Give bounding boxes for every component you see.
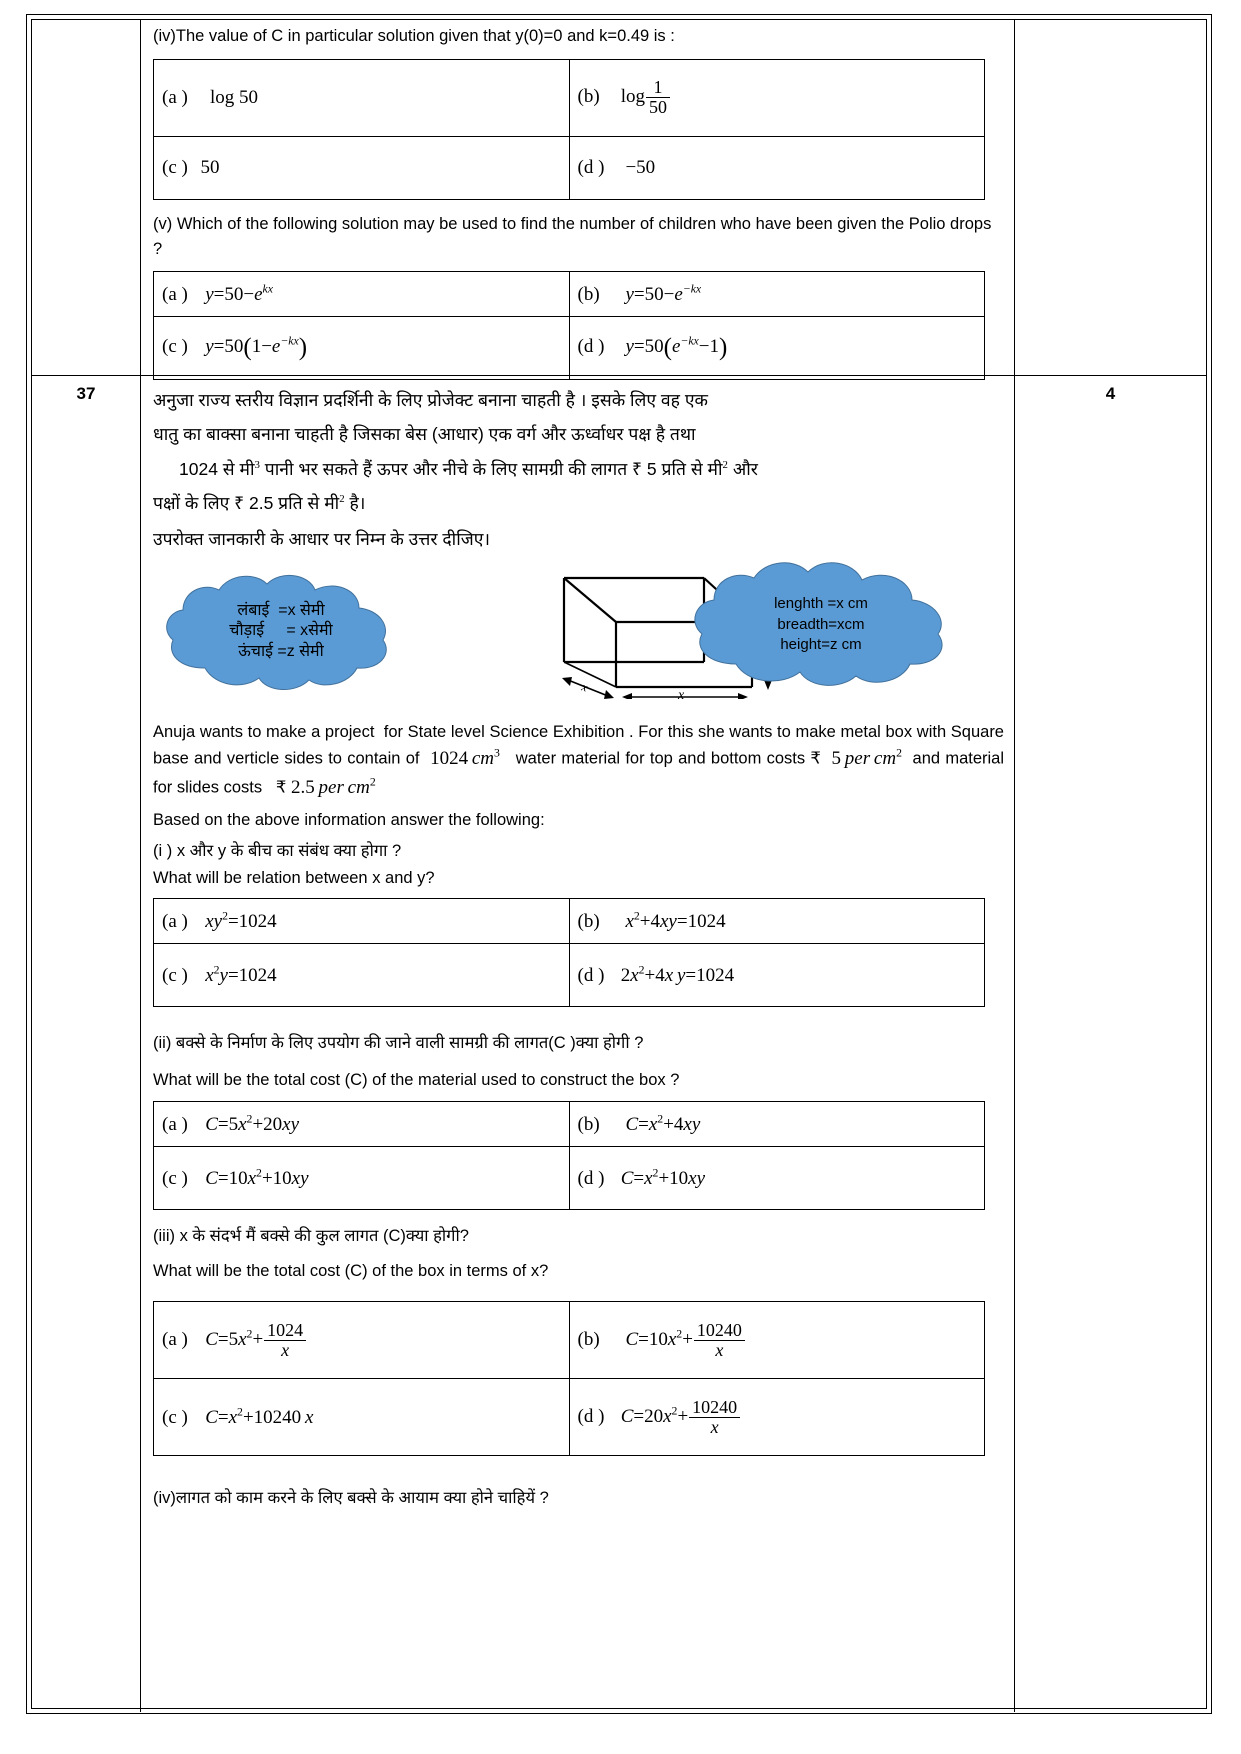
- option-a-value: $C=5x^2+$ $\frac{1024}{x}$: [200, 1329, 307, 1350]
- option-a-cell[interactable]: [154, 1302, 570, 1379]
- option-a-value: log 50: [200, 86, 258, 108]
- q37-hindi-line-4-end: है।: [349, 493, 366, 514]
- cloud-callout-hindi: [159, 572, 403, 692]
- table-row: [154, 1101, 985, 1146]
- cost-sides: 2.5 per $cm^2$: [290, 775, 376, 798]
- q37-ii-options-table: [153, 1101, 985, 1210]
- spacer: [141, 1011, 1014, 1027]
- q37-english-paragraph: Anuja wants to make a project for State level Science Exhibition . For this she wants to make metal box with Square base and verticle sides to contain of 1024 $cm^3$ water material for top and bottom costs ₹ 5 per $cm^2$ and material for slides costs ₹ 2.5 per $cm^2$: [153, 722, 1005, 798]
- option-b-value: log $\frac{1}{50}$: [616, 86, 671, 107]
- option-a-cell[interactable]: [154, 272, 570, 317]
- option-b-value: $C=x^2+4xy$: [615, 1112, 701, 1135]
- option-d-value: $C=20x^2+$ $\frac{10240}{x}$: [616, 1406, 741, 1427]
- option-c-value: $y=50(1-e^{-kx})$: [200, 334, 308, 362]
- cloud-english-line-1: lenghth =x cm: [774, 595, 868, 613]
- table-row: [154, 1146, 985, 1209]
- option-c-label: (c ): [162, 1407, 188, 1429]
- table-row: [154, 59, 985, 136]
- option-b-label: (b): [577, 283, 600, 305]
- q37-based-on-text: Based on the above information answer the following:: [153, 811, 545, 830]
- cloud-shape-icon: [159, 572, 403, 692]
- option-b-label: (b): [577, 86, 600, 108]
- table-row: [154, 136, 985, 199]
- option-d-value: −50: [615, 156, 656, 178]
- option-d-value: $2x^2+4x$ y=1024: [620, 963, 735, 987]
- option-c-label: (c ): [162, 1167, 188, 1189]
- table-row: [154, 1302, 985, 1379]
- box-label-depth: x: [580, 679, 590, 695]
- volume-value: 1024 $cm^3$: [430, 746, 500, 769]
- q37-part-iv-hindi: (iv)लागत को काम करने के लिए बक्से के आयाम क्या होने चाहियें ?: [153, 1489, 549, 1508]
- option-d-label: (d ): [577, 336, 605, 358]
- cloud-english-line-3: height=z cm: [780, 635, 862, 653]
- table-row: [154, 317, 985, 380]
- option-c-label: (c ): [162, 336, 188, 358]
- q37-iii-options-table: [153, 1301, 985, 1456]
- option-b-cell[interactable]: [569, 899, 985, 944]
- option-a-label: (a ): [162, 1328, 188, 1350]
- option-c-value: $C=10x^2+10xy$: [200, 1166, 309, 1189]
- marks-column: [1014, 20, 1206, 1712]
- page-grid: [32, 20, 1206, 1708]
- table-row: [154, 272, 985, 317]
- option-d-label: (d ): [577, 1167, 605, 1189]
- table-row: [154, 899, 985, 944]
- option-c-cell[interactable]: [154, 1379, 570, 1456]
- option-d-label: (d ): [577, 1405, 605, 1427]
- option-c-value: 50: [200, 156, 220, 178]
- marks-cell-empty: [1015, 20, 1206, 375]
- question-36-tail: [141, 20, 1014, 375]
- option-b-cell[interactable]: [569, 59, 985, 136]
- cloud-callout-english: [686, 560, 956, 690]
- q37-hindi-line-3-sup: 3: [254, 458, 260, 471]
- exam-page: [26, 14, 1212, 1714]
- option-d-value: $C=x^2+10xy$: [615, 1166, 706, 1189]
- option-a-cell[interactable]: [154, 1101, 570, 1146]
- q37-part-i-hindi: (i ) x और y के बीच का संबंध क्या होगा ?: [153, 841, 402, 860]
- q37-hindi-line-3-end: और: [732, 458, 758, 479]
- q37-hindi-line-2: धातु का बाक्सा बनाना चाहती है जिसका बेस (आधार) एक वर्ग और ऊर्ध्वाधर पक्ष है तथा: [153, 424, 696, 445]
- option-b-cell[interactable]: [569, 272, 985, 317]
- option-d-cell[interactable]: [569, 944, 985, 1007]
- option-d-value: $y=50(e^{-kx}-1)$: [615, 334, 728, 362]
- cost-top-bottom: 5 per $cm^2$: [831, 746, 902, 769]
- q37-hindi-line-1: अनुजा राज्य स्तरीय विज्ञान प्रदर्शिनी के लिए प्रोजेक्ट बनाना चाहती है । इसके लिए वह एक: [153, 390, 708, 410]
- q37-part-iii-english: What will be the total cost (C) of the box in terms of x?: [153, 1261, 549, 1280]
- option-c-cell[interactable]: [154, 944, 570, 1007]
- option-c-value: $C=x^2+10240$ x: [200, 1405, 314, 1429]
- option-b-label: (b): [577, 1113, 600, 1135]
- q37-hindi-line-4-pre: पक्षों के लिए ₹ 2.5 प्रति से मी: [153, 493, 340, 514]
- q37-hindi-line-4-sup: 2: [339, 493, 345, 506]
- page-inner-border: [31, 19, 1207, 1709]
- question-36-part-iv-text: (iv)The value of C in particular solution given that y(0)=0 and k=0.49 is :: [153, 27, 675, 45]
- option-d-cell[interactable]: [569, 317, 985, 380]
- option-a-value: $y=50-e^{kx}$: [200, 282, 273, 305]
- option-b-label: (b): [577, 1328, 600, 1350]
- option-d-cell[interactable]: [569, 1379, 985, 1456]
- cloud-hindi-line-2: चौड़ाई = xसेमी: [229, 622, 333, 640]
- q37-hindi-line-3-sup2: 2: [722, 458, 728, 471]
- box-label-width: x: [678, 687, 685, 703]
- cloud-english-line-2: breadth=xcm: [777, 615, 865, 633]
- option-b-value: $y=50-e^{-kx}$: [615, 282, 702, 305]
- q37-hindi-line-3: [141, 451, 1014, 485]
- q36-v-options-table: [153, 271, 985, 380]
- option-d-cell[interactable]: [569, 136, 985, 199]
- q36-iv-options-table: [153, 59, 985, 200]
- option-b-cell[interactable]: [569, 1302, 985, 1379]
- q37-hindi-intro: [141, 376, 1014, 556]
- q37-hindi-line-3-pre: 1024 से मी: [179, 458, 255, 479]
- question-36-part-v-text: (v) Which of the following solution may be used to find the number of children who have been given the Polio drops ?: [153, 214, 992, 258]
- option-d-label: (d ): [577, 156, 605, 178]
- q37-hindi-line-3-mid: पानी भर सकते हैं ऊपर और नीचे के लिए सामग्री की लागत ₹ 5 प्रति से मी: [264, 458, 723, 479]
- q37-i-options-table: [153, 898, 985, 1007]
- cloud-hindi-line-1: लंबाई =x सेमी: [237, 601, 325, 619]
- option-c-cell[interactable]: [154, 1146, 570, 1209]
- option-a-cell[interactable]: [154, 59, 570, 136]
- cloud-hindi-line-3: ऊंचाई =z सेमी: [238, 643, 324, 661]
- option-a-label: (a ): [162, 283, 188, 305]
- option-b-value: $x^2+4xy=1024$: [615, 909, 726, 933]
- q37-hindi-line-4: [141, 485, 1014, 519]
- q37-part-i-english: What will be relation between x and y?: [153, 868, 435, 887]
- question-number-column: [32, 20, 141, 1712]
- option-b-label: (b): [577, 911, 600, 933]
- option-c-value: $x^2y=1024$: [200, 963, 277, 987]
- option-b-cell[interactable]: [569, 1101, 985, 1146]
- option-b-value: $C=10x^2+$ $\frac{10240}{x}$: [616, 1329, 746, 1350]
- option-c-label: (c ): [162, 965, 188, 987]
- q37-hindi-instruction: उपरोक्त जानकारी के आधार पर निम्न के उत्तर दीजिए।: [153, 529, 491, 550]
- option-d-label: (d ): [577, 965, 605, 987]
- option-d-cell[interactable]: [569, 1146, 985, 1209]
- q37-part-ii-english: What will be the total cost (C) of the material used to construct the box ?: [153, 1071, 680, 1090]
- q37-part-ii-hindi: (ii) बक्से के निर्माण के लिए उपयोग की जाने वाली सामग्री की लागत(C )क्या होगी ?: [153, 1034, 644, 1053]
- qno-cell-37: 37: [32, 375, 140, 1712]
- table-row: [154, 944, 985, 1007]
- option-a-cell[interactable]: [154, 899, 570, 944]
- option-c-label: (c ): [162, 156, 188, 178]
- option-a-label: (a ): [162, 1113, 188, 1135]
- illustration-row: [141, 558, 1014, 710]
- qno-cell-empty: [32, 20, 140, 375]
- option-a-label: (a ): [162, 86, 188, 108]
- option-c-cell[interactable]: [154, 136, 570, 199]
- option-a-value: $xy^2=1024$: [200, 909, 277, 933]
- question-37-block: [141, 375, 1014, 1712]
- content-column: [141, 20, 1014, 1712]
- table-row: [154, 1379, 985, 1456]
- option-c-cell[interactable]: [154, 317, 570, 380]
- option-a-label: (a ): [162, 911, 188, 933]
- cloud-shape-icon: [686, 560, 956, 690]
- option-a-value: $C=5x^2+20xy$: [200, 1112, 300, 1135]
- q37-part-iii-hindi: (iii) x के संदर्भ मैं बक्से की कुल लागत (C)क्या होगी?: [153, 1226, 469, 1245]
- marks-cell-37: 4: [1015, 375, 1206, 1712]
